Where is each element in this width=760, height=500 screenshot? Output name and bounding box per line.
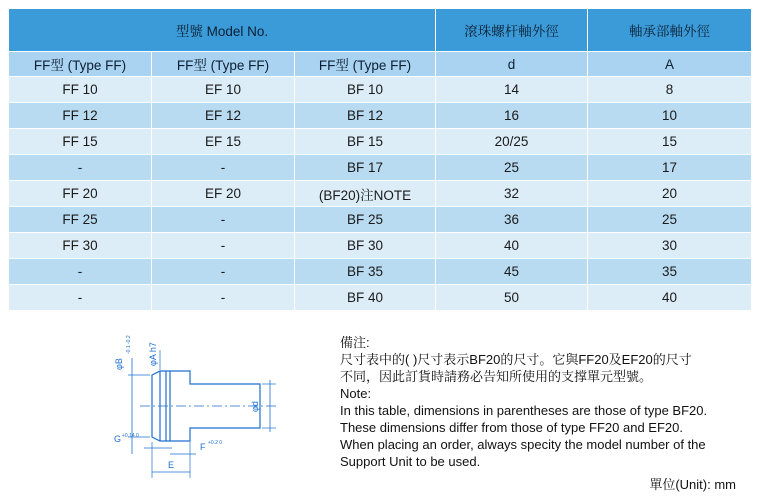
e-label: E [168,460,175,470]
table-row [9,233,752,259]
cell: 25 [436,155,588,181]
phib-tolerance: -0.1 -0.2 [126,335,132,354]
note-heading-en: Note: [340,386,372,401]
cell: - [9,259,152,285]
cell: 45 [436,259,588,285]
cell: EF 20 [152,181,295,207]
table-row [9,259,752,285]
cell: EF 15 [152,129,295,155]
cell: - [152,259,295,285]
cell: FF 15 [9,129,152,155]
cell: - [9,285,152,311]
cell: 8 [588,77,752,103]
cell: 14 [436,77,588,103]
g-label: G [114,434,122,444]
note-en-line: Support Unit to be used. [340,454,481,469]
table-row [9,285,752,311]
cell: (BF20)注NOTE [295,181,436,207]
cell: - [152,155,295,181]
table-row [9,155,752,181]
f-label: F [200,442,206,452]
cell: 17 [588,155,752,181]
table-row [9,207,752,233]
cell: BF 40 [295,285,436,311]
note-en-line: In this table, dimensions in parentheses are those of type BF20. [340,403,708,418]
cell: BF 12 [295,103,436,129]
cell: - [9,155,152,181]
model-dimension-table [8,8,752,311]
cell: 32 [436,181,588,207]
note-heading-zh: 備注: [340,335,370,350]
table-row [9,103,752,129]
type-bf-column-header: FF型 (Type FF) [295,52,436,77]
cell: 25 [588,207,752,233]
cell: BF 35 [295,259,436,285]
cell: EF 10 [152,77,295,103]
cell: BF 25 [295,207,436,233]
cell: 15 [588,129,752,155]
cell: 10 [588,103,752,129]
cell: FF 12 [9,103,152,129]
note-en-line: When placing an order, always specity the model number of the [340,437,706,452]
cell: 20/25 [436,129,588,155]
phia-label: φA h7 [148,342,158,366]
note-block [340,334,755,470]
cell: 35 [588,259,752,285]
cell: FF 10 [9,77,152,103]
cell: 40 [588,285,752,311]
a-column-header: A [588,52,752,77]
cell: 30 [588,233,752,259]
note-en-line: These dimensions differ from those of type FF20 and EF20. [340,420,683,435]
phib-label: φB [114,358,124,370]
cell: BF 10 [295,77,436,103]
table-row [9,181,752,207]
note-zh-line: 尺寸表中的( )尺寸表示BF20的尺寸。它與FF20及EF20的尺寸 [340,352,692,367]
cell: FF 20 [9,181,152,207]
table-row [9,77,752,103]
bearing-diameter-header: 軸承部軸外徑 [588,9,752,52]
table-row [9,129,752,155]
phid-label: φd [250,401,260,412]
cell: - [152,233,295,259]
cell: BF 17 [295,155,436,181]
cell: FF 25 [9,207,152,233]
cell: BF 15 [295,129,436,155]
cell: 40 [436,233,588,259]
type-ef-column-header: FF型 (Type FF) [152,52,295,77]
cell: EF 12 [152,103,295,129]
cell: BF 30 [295,233,436,259]
cell: 36 [436,207,588,233]
note-zh-line: 不同，因此訂貨時請務必告知所使用的支撑單元型號。 [340,369,653,384]
cell: 20 [588,181,752,207]
table-header-row [9,9,752,52]
model-no-header: 型號 Model No. [9,9,436,52]
cell: FF 30 [9,233,152,259]
f-tolerance: +0.2 0 [208,440,223,446]
shaft-dimension-diagram [100,330,290,480]
type-ff-column-header: FF型 (Type FF) [9,52,152,77]
g-tolerance: +0.14 0 [122,433,139,439]
cell: - [152,285,295,311]
d-column-header: d [436,52,588,77]
unit-label: 單位(Unit): mm [649,477,736,492]
cell: 16 [436,103,588,129]
cell: 50 [436,285,588,311]
cell: - [152,207,295,233]
shaft-diameter-header: 滾珠螺杆軸外徑 [436,9,588,52]
table-subheader-row [9,52,752,77]
